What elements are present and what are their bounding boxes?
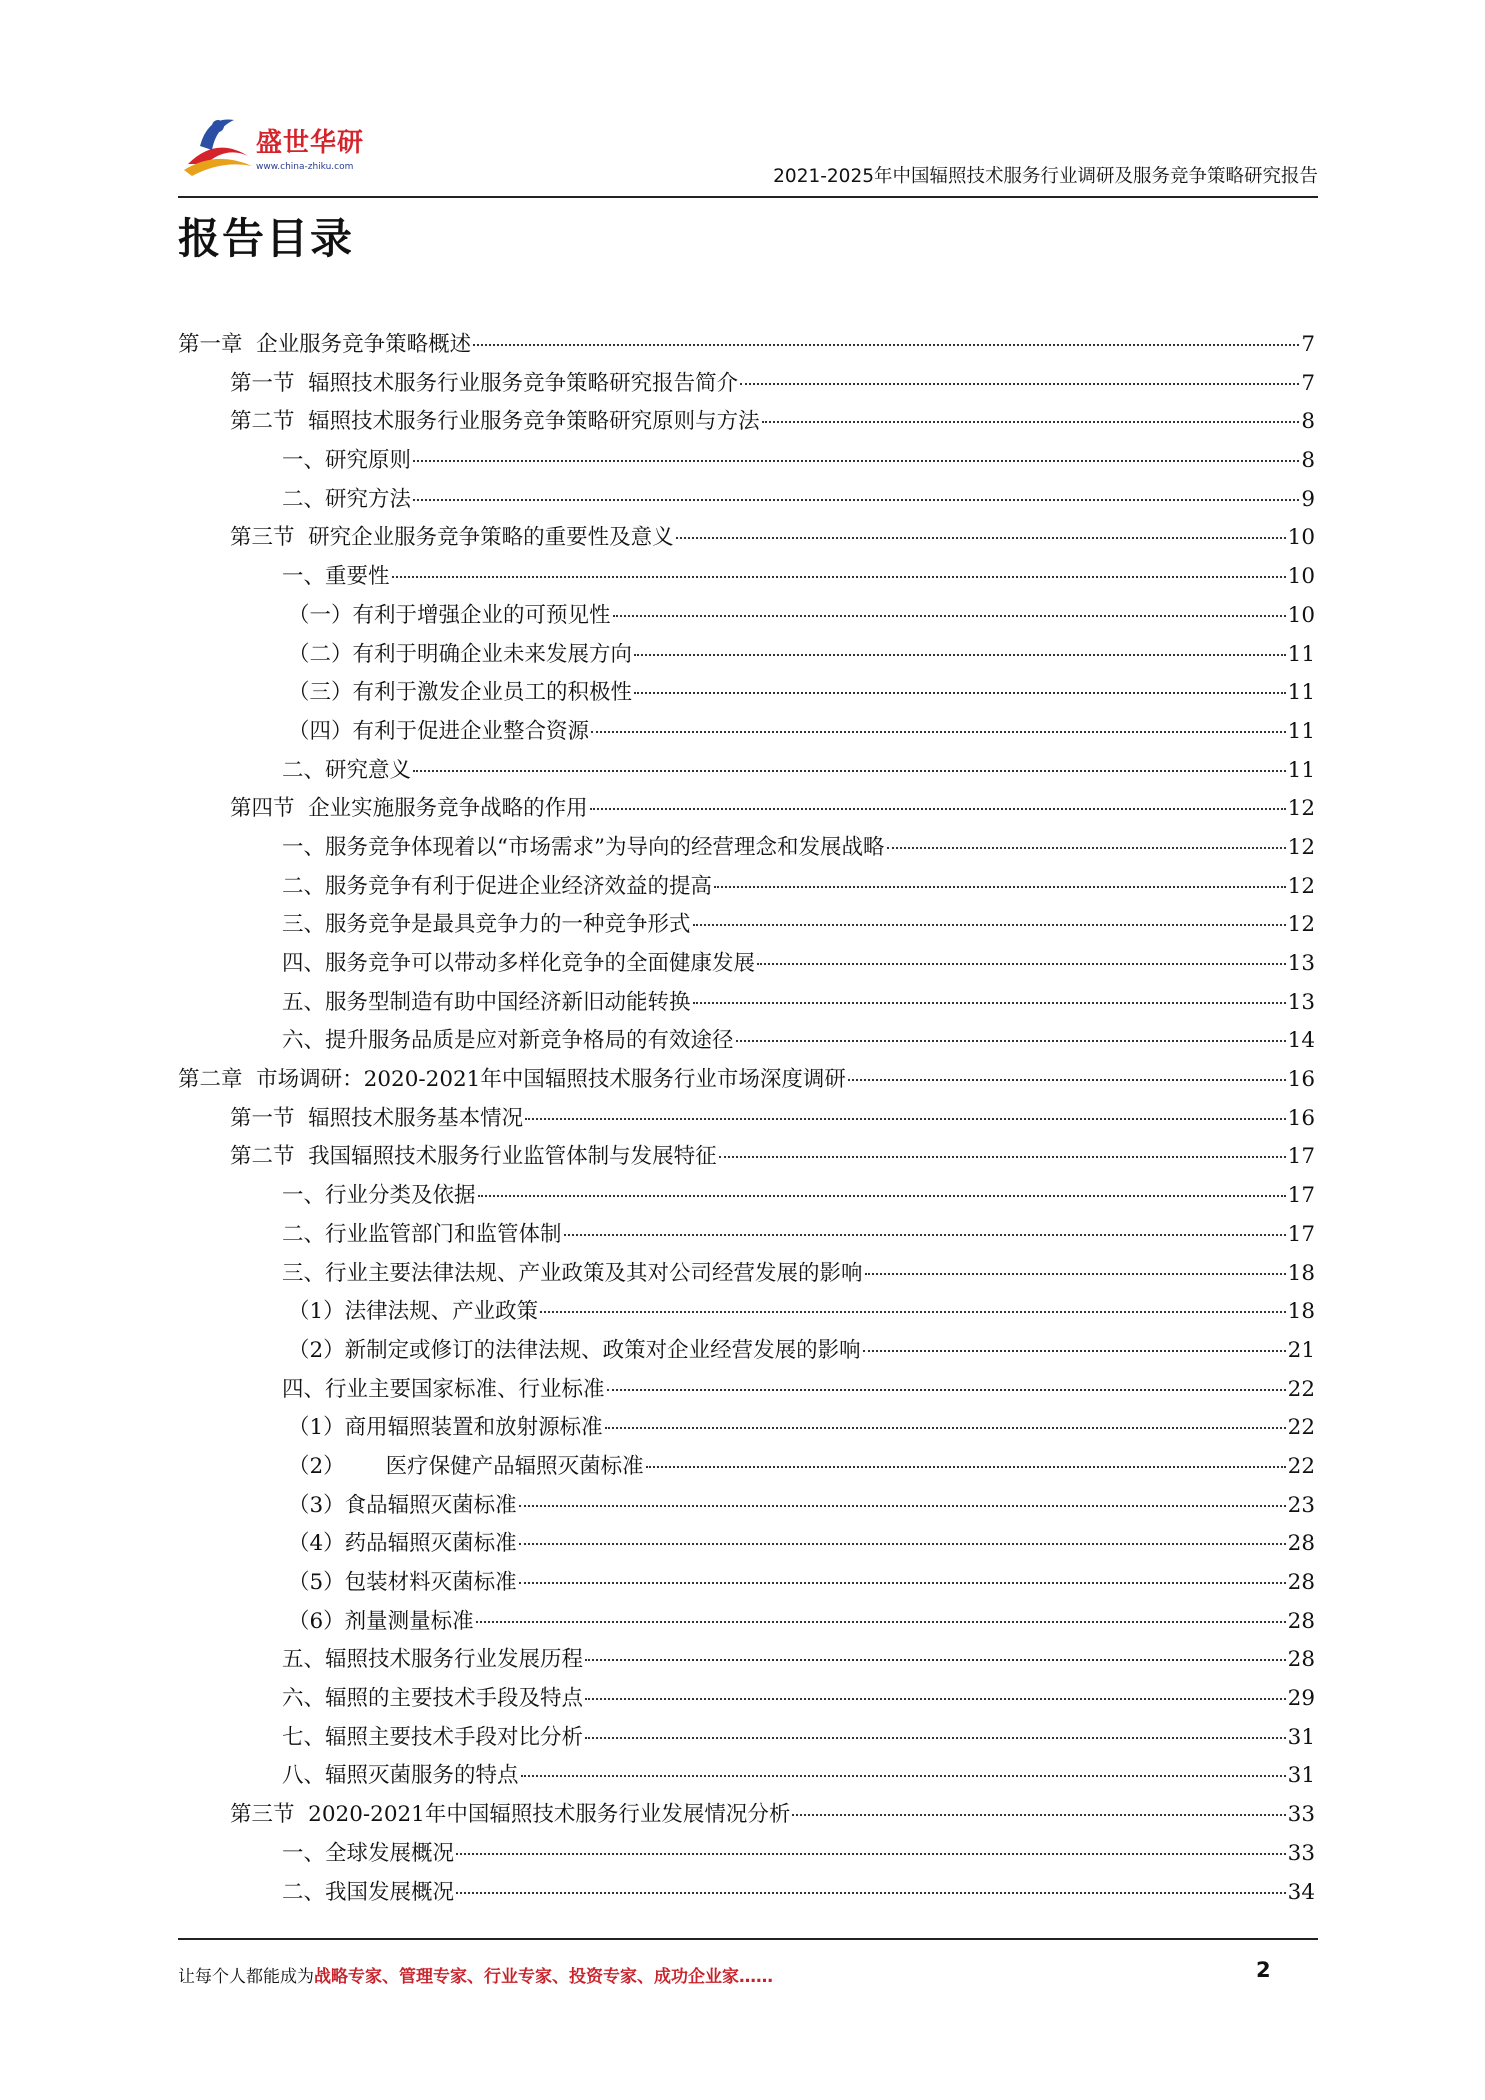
toc-entry[interactable]: [178, 1371, 1315, 1410]
toc-entry-page: 28: [1287, 1570, 1315, 1595]
toc-entry[interactable]: [178, 829, 1315, 868]
toc-entry-page: 12: [1287, 912, 1315, 938]
toc-entry-label: 第二节 辐照技术服务行业服务竞争策略研究原则与方法: [230, 409, 760, 435]
toc-entry-page: 17: [1287, 1221, 1315, 1247]
toc-leader-dots: [740, 383, 1299, 385]
toc-entry-label: 第四节 企业实施服务竞争战略的作用: [230, 796, 588, 822]
logo-emblem-icon: [178, 106, 258, 186]
toc-entry[interactable]: [178, 1448, 1315, 1487]
toc-entry-page: 7: [1301, 332, 1315, 357]
toc-leader-dots: [413, 460, 1299, 462]
logo-url: www.china-zhiku.com: [256, 162, 354, 172]
toc-entry[interactable]: [178, 1293, 1315, 1332]
toc-entry-label: 二、研究方法: [282, 486, 412, 512]
toc-entry[interactable]: [178, 1255, 1315, 1294]
toc-leader-dots: [476, 1621, 1286, 1623]
toc-entry-label: 第二节 我国辐照技术服务行业监管体制与发展特征: [230, 1144, 717, 1170]
toc-leader-dots: [525, 1118, 1285, 1120]
toc-entry[interactable]: [178, 1719, 1315, 1758]
toc-entry-label: 一、研究原则: [282, 448, 412, 474]
toc-entry-label: 六、辐照的主要技术手段及特点: [282, 1686, 584, 1712]
toc-entry[interactable]: [178, 326, 1315, 365]
toc-entry-label: 二、行业监管部门和监管体制: [282, 1221, 562, 1247]
toc-entry[interactable]: [178, 1216, 1315, 1255]
toc-entry-label: 二、服务竞争有利于促进企业经济效益的提高: [282, 873, 713, 899]
toc-leader-dots: [456, 1853, 1286, 1855]
toc-entry-label: 五、辐照技术服务行业发展历程: [282, 1647, 584, 1673]
toc-entry-label: （四）有利于促进企业整合资源: [288, 718, 590, 744]
toc-entry-page: 33: [1287, 1802, 1315, 1828]
toc-entry-label: （二）有利于明确企业未来发展方向: [288, 641, 633, 667]
footer-slogan: [178, 1962, 773, 1987]
toc-leader-dots: [848, 1079, 1286, 1081]
toc-entry-label: 第一节 辐照技术服务行业服务竞争策略研究报告简介: [230, 370, 739, 396]
toc-leader-dots: [519, 1505, 1286, 1507]
toc-leader-dots: [585, 1698, 1286, 1700]
toc-leader-dots: [646, 1466, 1286, 1468]
toc-entry-label: 第三节 研究企业服务竞争策略的重要性及意义: [230, 525, 674, 551]
toc-entry[interactable]: [178, 1022, 1315, 1061]
toc-entry[interactable]: [178, 481, 1315, 520]
toc-leader-dots: [585, 1659, 1286, 1661]
toc-leader-dots: [762, 421, 1300, 423]
page-number: 2: [1256, 1958, 1271, 1982]
toc-leader-dots: [693, 1002, 1286, 1004]
toc-entry-label: （6）剂量测量标准: [288, 1608, 474, 1634]
toc-entry-label: （5）包装材料灭菌标准: [288, 1570, 517, 1595]
footer-slogan-prefix: 让每个人都能成为: [178, 1967, 314, 1987]
toc-leader-dots: [714, 886, 1286, 888]
header-divider: [178, 196, 1318, 198]
toc-entry-label: 第二章 市场调研：2020-2021年中国辐照技术服务行业市场深度调研: [178, 1067, 846, 1093]
toc-entry-page: 11: [1287, 757, 1315, 783]
toc-leader-dots: [521, 1775, 1286, 1777]
toc-entry-label: （一）有利于增强企业的可预见性: [288, 602, 611, 628]
report-title: 2021-2025年中国辐照技术服务行业调研及服务竞争策略研究报告: [773, 166, 1318, 187]
toc-entry[interactable]: [178, 945, 1315, 984]
toc-leader-dots: [413, 499, 1299, 501]
toc-entry-page: 8: [1301, 409, 1315, 435]
toc-entry[interactable]: [178, 674, 1315, 713]
toc-entry-label: 四、行业主要国家标准、行业标准: [282, 1376, 605, 1402]
toc-leader-dots: [607, 1389, 1286, 1391]
toc-entry-label: （1）法律法规、产业政策: [288, 1299, 539, 1325]
toc-entry-page: 9: [1301, 486, 1315, 512]
toc-leader-dots: [456, 1892, 1286, 1894]
toc-entry-page: 29: [1287, 1686, 1315, 1712]
toc-entry-page: 23: [1287, 1492, 1315, 1518]
footer-divider: [178, 1938, 1318, 1940]
toc-entry[interactable]: [178, 1487, 1315, 1526]
toc-entry-label: 一、全球发展概况: [282, 1840, 455, 1866]
toc-entry-page: 11: [1287, 718, 1315, 744]
toc-entry[interactable]: [178, 1061, 1315, 1100]
toc-entry[interactable]: [178, 1757, 1315, 1796]
toc-entry-label: （4）药品辐照灭菌标准: [288, 1531, 517, 1557]
table-of-contents: [178, 326, 1315, 1912]
toc-entry-label: 第一节 辐照技术服务基本情况: [230, 1105, 524, 1131]
toc-entry-page: 28: [1287, 1647, 1315, 1673]
toc-entry-page: 34: [1287, 1879, 1315, 1905]
toc-entry-label: 三、行业主要法律法规、产业政策及其对公司经营发展的影响: [282, 1260, 863, 1286]
toc-entry[interactable]: [178, 442, 1315, 481]
toc-leader-dots: [478, 1195, 1286, 1197]
toc-entry[interactable]: [178, 752, 1315, 791]
toc-entry-page: 13: [1287, 951, 1315, 976]
toc-leader-dots: [564, 1234, 1286, 1236]
page-header: [178, 104, 1318, 196]
toc-entry-page: 18: [1287, 1260, 1315, 1286]
toc-leader-dots: [757, 963, 1286, 965]
toc-leader-dots: [473, 344, 1299, 346]
toc-entry-page: 12: [1287, 873, 1315, 899]
toc-entry[interactable]: [178, 1680, 1315, 1719]
toc-entry[interactable]: [178, 597, 1315, 636]
toc-leader-dots: [863, 1350, 1286, 1352]
toc-entry-label: 二、我国发展概况: [282, 1879, 455, 1905]
toc-entry[interactable]: [178, 1100, 1315, 1139]
company-logo: [178, 104, 408, 194]
toc-entry[interactable]: [178, 1138, 1315, 1177]
toc-entry-page: 10: [1287, 602, 1315, 628]
toc-entry-page: 13: [1287, 989, 1315, 1015]
toc-leader-dots: [634, 654, 1286, 656]
toc-entry-label: 八、辐照灭菌服务的特点: [282, 1763, 519, 1789]
toc-entry[interactable]: [178, 1641, 1315, 1680]
toc-leader-dots: [519, 1543, 1286, 1545]
toc-entry-page: 8: [1301, 448, 1315, 474]
toc-leader-dots: [585, 1737, 1286, 1739]
toc-entry-page: 11: [1287, 641, 1315, 667]
toc-entry-label: （三）有利于激发企业员工的积极性: [288, 680, 633, 706]
toc-entry[interactable]: [178, 519, 1315, 558]
toc-leader-dots: [519, 1582, 1286, 1584]
toc-entry-label: 二、研究意义: [282, 757, 412, 783]
toc-entry-label: 七、辐照主要技术手段对比分析: [282, 1724, 584, 1750]
toc-entry-label: （2）新制定或修订的法律法规、政策对企业经营发展的影响: [288, 1337, 861, 1363]
toc-entry-page: 18: [1287, 1299, 1315, 1325]
toc-entry-page: 21: [1287, 1337, 1315, 1363]
toc-leader-dots: [392, 576, 1286, 578]
toc-entry-page: 22: [1287, 1415, 1315, 1441]
toc-entry[interactable]: [178, 984, 1315, 1023]
toc-leader-dots: [693, 924, 1286, 926]
toc-entry[interactable]: [178, 790, 1315, 829]
toc-entry[interactable]: [178, 1525, 1315, 1564]
toc-entry-page: 17: [1287, 1183, 1315, 1209]
toc-entry-page: 28: [1287, 1608, 1315, 1634]
toc-entry-page: 22: [1287, 1376, 1315, 1402]
toc-entry-label: （2） 医疗保健产品辐照灭菌标准: [288, 1453, 644, 1479]
toc-entry[interactable]: [178, 1835, 1315, 1874]
toc-entry[interactable]: [178, 906, 1315, 945]
toc-entry-page: 28: [1287, 1531, 1315, 1557]
toc-entry[interactable]: [178, 365, 1315, 404]
toc-entry[interactable]: [178, 403, 1315, 442]
logo-text: 盛世华研: [256, 128, 365, 158]
toc-entry-page: 16: [1287, 1105, 1315, 1131]
toc-entry-page: 16: [1287, 1067, 1315, 1093]
toc-entry-label: （3）食品辐照灭菌标准: [288, 1492, 517, 1518]
toc-entry-page: 11: [1287, 680, 1315, 706]
toc-entry[interactable]: [178, 1603, 1315, 1642]
toc-leader-dots: [736, 1040, 1286, 1042]
toc-entry-label: 三、服务竞争是最具竞争力的一种竞争形式: [282, 912, 691, 938]
toc-entry-page: 7: [1301, 370, 1315, 396]
toc-leader-dots: [719, 1156, 1286, 1158]
toc-entry-page: 10: [1287, 525, 1315, 551]
toc-leader-dots: [792, 1814, 1285, 1816]
toc-entry-label: 五、服务型制造有助中国经济新旧动能转换: [282, 989, 691, 1015]
toc-entry-page: 17: [1287, 1144, 1315, 1170]
toc-entry[interactable]: [178, 868, 1315, 907]
toc-leader-dots: [540, 1311, 1285, 1313]
toc-leader-dots: [676, 537, 1286, 539]
toc-entry-page: 12: [1287, 796, 1315, 822]
toc-entry[interactable]: [178, 1796, 1315, 1835]
toc-entry-page: 31: [1287, 1724, 1315, 1750]
toc-entry-label: （1）商用辐照装置和放射源标准: [288, 1415, 603, 1441]
toc-leader-dots: [613, 615, 1286, 617]
toc-entry-page: 10: [1287, 564, 1315, 590]
toc-leader-dots: [605, 1427, 1286, 1429]
toc-leader-dots: [591, 731, 1286, 733]
toc-entry-page: 14: [1287, 1028, 1315, 1054]
toc-entry-page: 12: [1287, 834, 1315, 860]
toc-leader-dots: [634, 692, 1286, 694]
toc-leader-dots: [887, 847, 1286, 849]
page-title: 报告目录: [178, 214, 355, 263]
toc-leader-dots: [865, 1273, 1286, 1275]
toc-entry[interactable]: [178, 1874, 1315, 1913]
toc-entry[interactable]: [178, 1564, 1315, 1603]
toc-entry[interactable]: [178, 558, 1315, 597]
toc-entry-page: 33: [1287, 1840, 1315, 1866]
toc-entry-page: 22: [1287, 1453, 1315, 1479]
toc-entry-page: 31: [1287, 1763, 1315, 1789]
toc-entry-label: 第三节 2020-2021年中国辐照技术服务行业发展情况分析: [230, 1802, 791, 1828]
toc-entry[interactable]: [178, 1409, 1315, 1448]
footer-slogan-emphasis: 战略专家、管理专家、行业专家、投资专家、成功企业家……: [314, 1967, 773, 1987]
toc-entry[interactable]: [178, 1332, 1315, 1371]
toc-entry-label: 一、服务竞争体现着以“市场需求”为导向的经营理念和发展战略: [282, 834, 885, 860]
toc-leader-dots: [413, 770, 1286, 772]
toc-entry[interactable]: [178, 1177, 1315, 1216]
toc-entry[interactable]: [178, 636, 1315, 675]
toc-entry-label: 六、提升服务品质是应对新竞争格局的有效途径: [282, 1028, 734, 1054]
toc-entry[interactable]: [178, 713, 1315, 752]
toc-entry-label: 第一章 企业服务竞争策略概述: [178, 332, 472, 357]
toc-entry-label: 四、服务竞争可以带动多样化竞争的全面健康发展: [282, 951, 756, 976]
toc-leader-dots: [590, 808, 1286, 810]
toc-entry-label: 一、行业分类及依据: [282, 1183, 476, 1209]
toc-entry-label: 一、重要性: [282, 564, 390, 590]
